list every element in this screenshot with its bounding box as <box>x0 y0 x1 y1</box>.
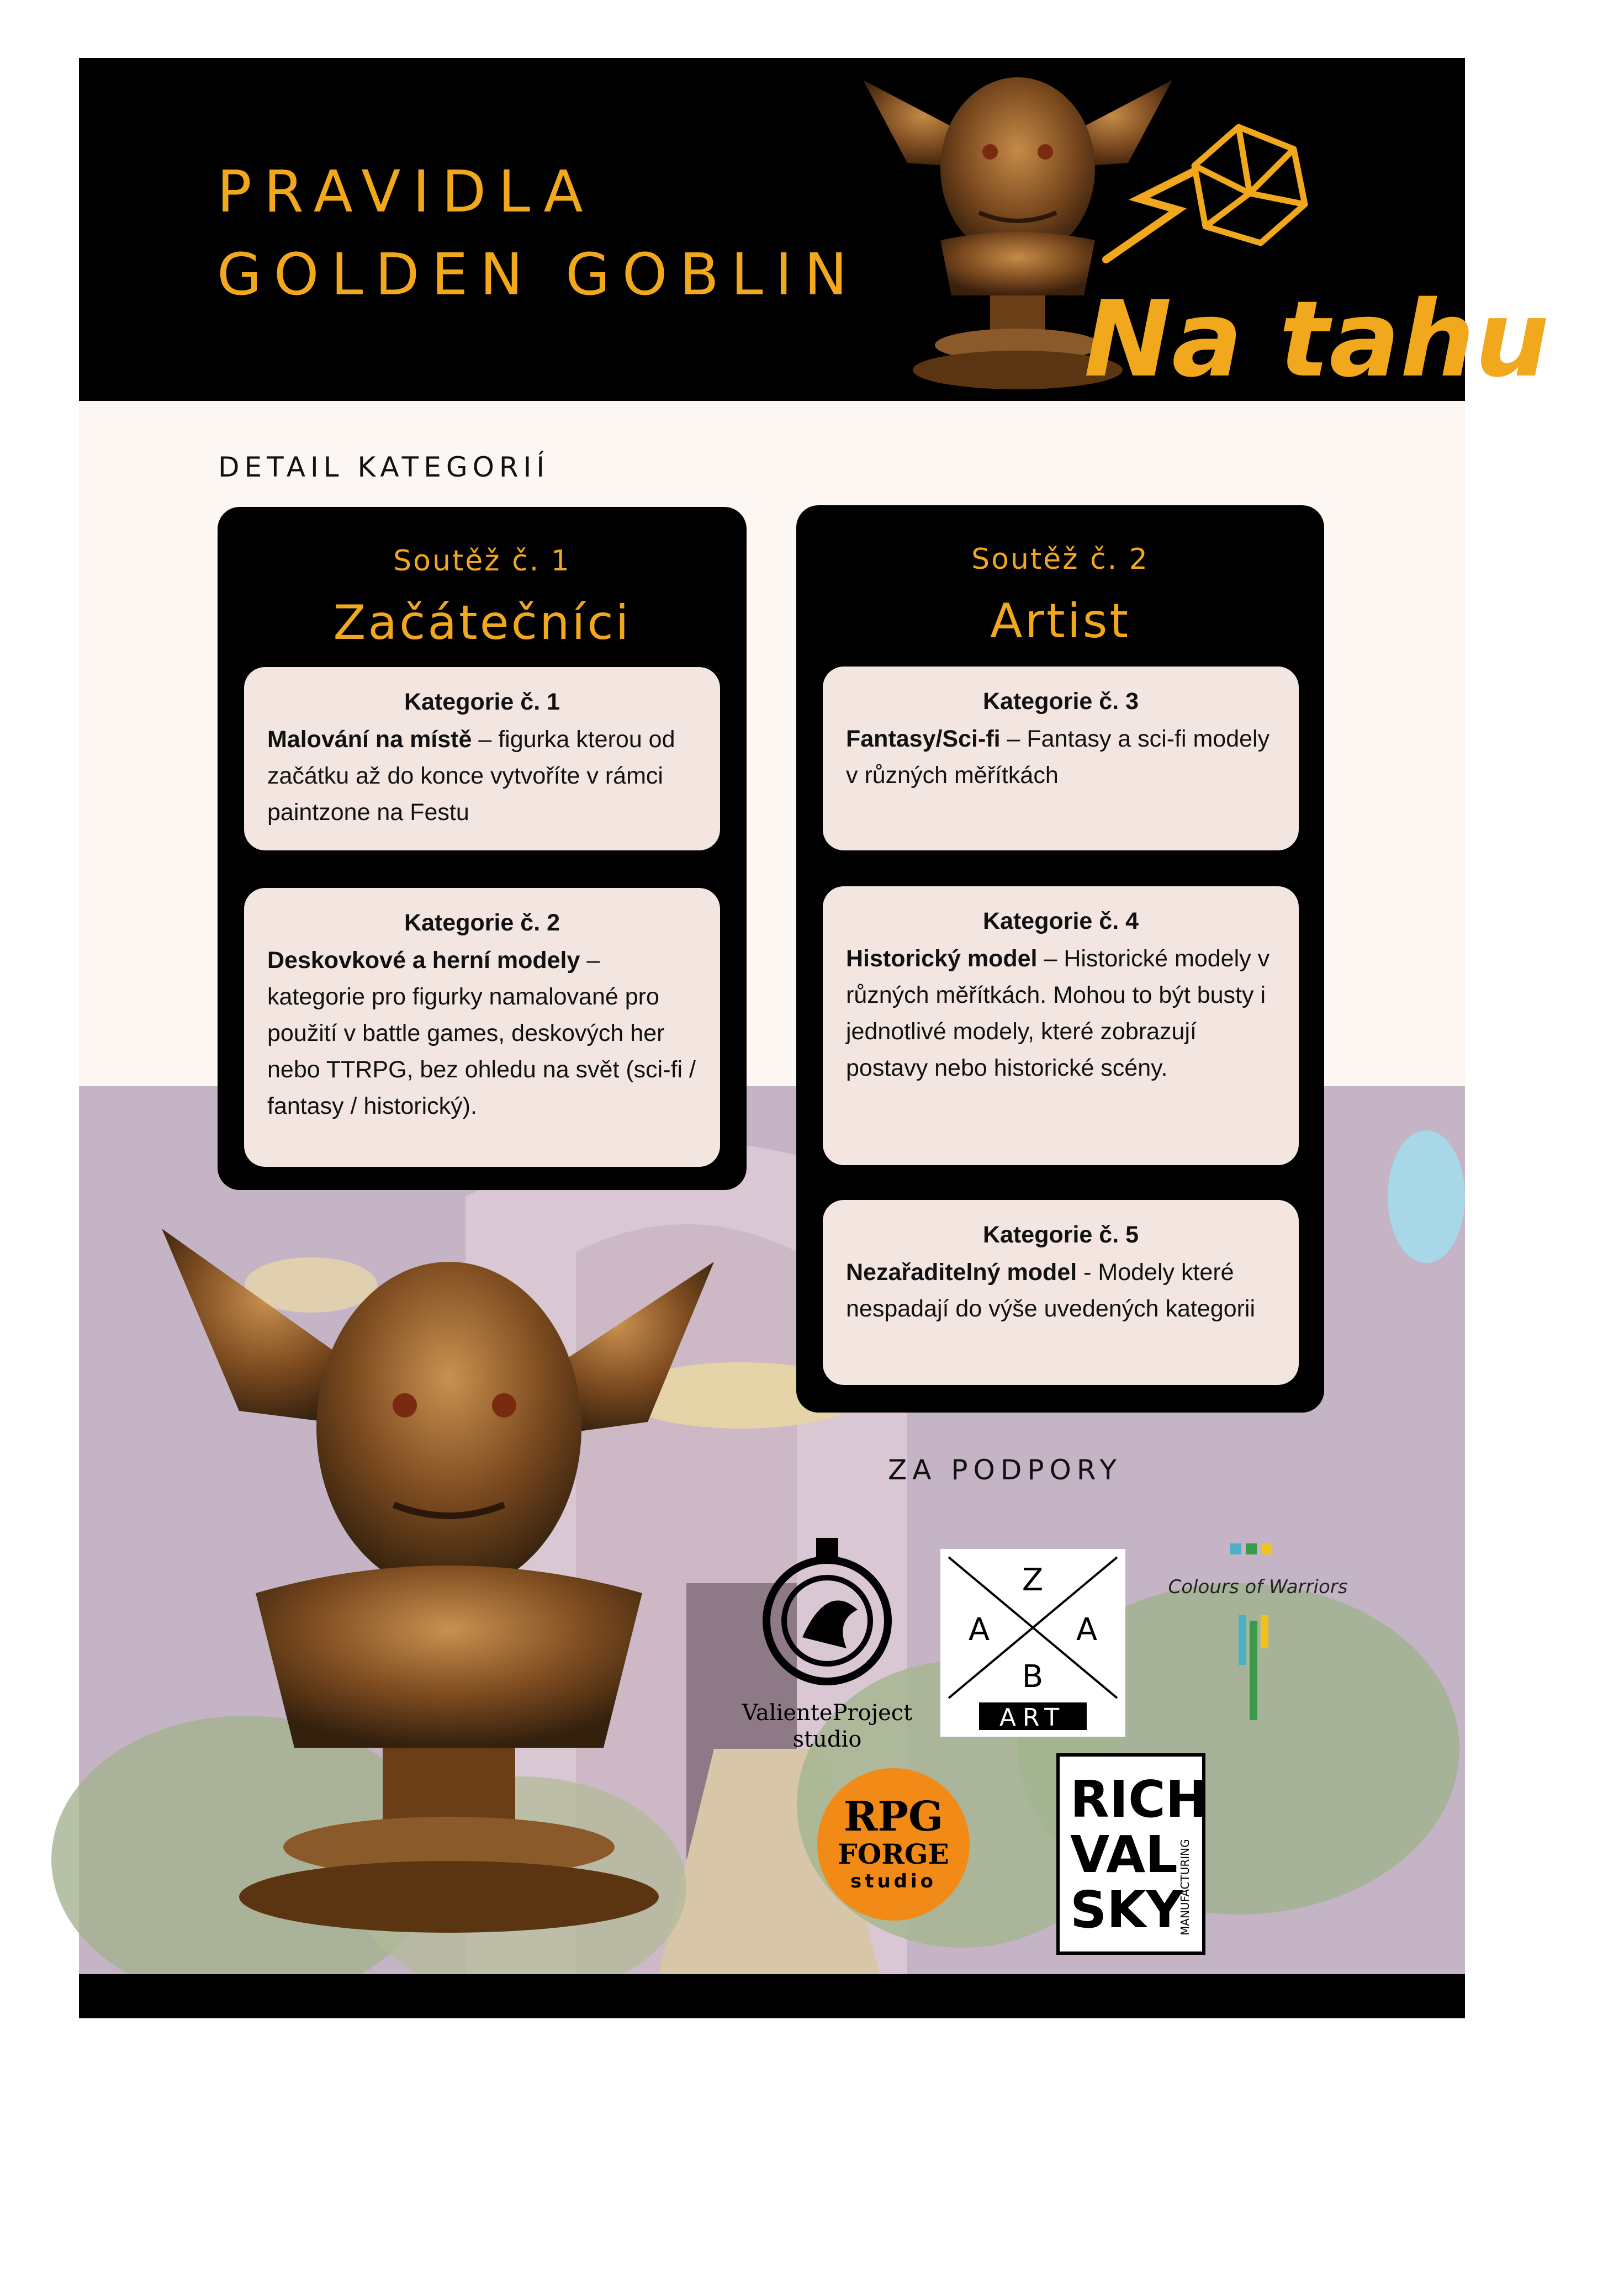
category-title: Kategorie č. 4 <box>983 908 1139 934</box>
svg-text:VAL: VAL <box>1070 1825 1178 1884</box>
competition-name: Artist <box>990 594 1131 649</box>
category-name: Nezařaditelný model <box>846 1259 1077 1286</box>
footer-bar <box>79 1974 1465 2018</box>
svg-text:SKY: SKY <box>1070 1880 1183 1939</box>
richvalsky-logo <box>1056 1753 1208 1955</box>
category-name: Fantasy/Sci-fi <box>846 726 1001 752</box>
svg-text:RICH: RICH <box>1070 1770 1208 1829</box>
category-description: Modely které nespadají do výše uvedených kategorii <box>846 1259 1256 1322</box>
svg-text:A: A <box>968 1612 990 1648</box>
category-card-4 <box>823 886 1299 1165</box>
zaba-art-logo <box>940 1549 1125 1737</box>
competition-name: Začátečníci <box>333 595 631 650</box>
colours-of-warriors-logo <box>1164 1543 1352 1731</box>
category-name: Malování na místě <box>267 726 472 753</box>
category-name: Deskovkové a herní modely <box>267 947 580 974</box>
category-card-1 <box>244 667 720 850</box>
category-title: Kategorie č. 3 <box>983 688 1139 715</box>
category-card-3 <box>823 667 1299 850</box>
category-card-5 <box>823 1200 1299 1385</box>
category-title: Kategorie č. 5 <box>983 1221 1139 1248</box>
valiente-project-logo <box>742 1538 913 1759</box>
svg-text:B: B <box>1022 1659 1044 1695</box>
title-line-2: GOLDEN GOBLIN <box>217 241 860 308</box>
svg-text:A: A <box>1076 1612 1098 1648</box>
category-description: Historické modely v různých měřítkách. Mohou to být busty i jednotlivé modely, které zobrazují postavy nebo historické scény. <box>846 945 1270 1081</box>
svg-text:Colours of Warriors: Colours of Warriors <box>1168 1576 1348 1598</box>
category-name: Historický model <box>846 945 1038 972</box>
sponsors-title: ZA PODPORY <box>888 1454 1122 1486</box>
category-separator: - <box>1077 1259 1098 1286</box>
svg-text:Na tahu: Na tahu <box>1084 278 1549 400</box>
competition-panel-2 <box>796 505 1324 1413</box>
category-separator: – <box>1037 945 1064 972</box>
svg-text:studio: studio <box>792 1727 862 1752</box>
goblin-bust-large-image <box>162 1196 731 1969</box>
rules-page <box>79 58 1549 2018</box>
na-tahu-logo <box>1073 116 1549 403</box>
section-title: DETAIL KATEGORIÍ <box>218 451 550 483</box>
header-banner <box>79 58 1549 401</box>
svg-text:Z: Z <box>1022 1562 1044 1598</box>
category-title: Kategorie č. 2 <box>404 909 560 936</box>
svg-text:ART: ART <box>999 1704 1066 1732</box>
competition-number: Soutěž č. 2 <box>971 543 1149 576</box>
title-line-1: PRAVIDLA <box>217 158 595 225</box>
category-description: kategorie pro figurky namalované pro použití v battle games, deskových her nebo TTRPG, bez ohledu na svět (sci-fi / fantasy / historický). <box>267 983 696 1119</box>
category-description: Fantasy a sci-fi modely v různých měřítkách <box>846 726 1270 789</box>
svg-text:ValienteProject: ValienteProject <box>742 1700 913 1726</box>
svg-text:MANUFACTURING: MANUFACTURING <box>1178 1839 1192 1935</box>
rpg-forge-studio-logo <box>813 1762 974 1927</box>
svg-text:RPG: RPG <box>843 1793 944 1841</box>
category-card-2 <box>244 888 720 1167</box>
category-separator: – <box>472 726 499 753</box>
competition-number: Soutěž č. 1 <box>393 544 571 578</box>
category-title: Kategorie č. 1 <box>404 689 560 715</box>
svg-text:FORGE: FORGE <box>838 1838 949 1870</box>
competition-panel-1 <box>218 507 747 1190</box>
category-separator: – <box>1000 726 1027 752</box>
category-description: figurka kterou od začátku až do konce vytvoříte v rámci paintzone na Festu <box>267 726 675 826</box>
category-separator: – <box>580 947 600 974</box>
svg-text:studio: studio <box>850 1870 937 1892</box>
